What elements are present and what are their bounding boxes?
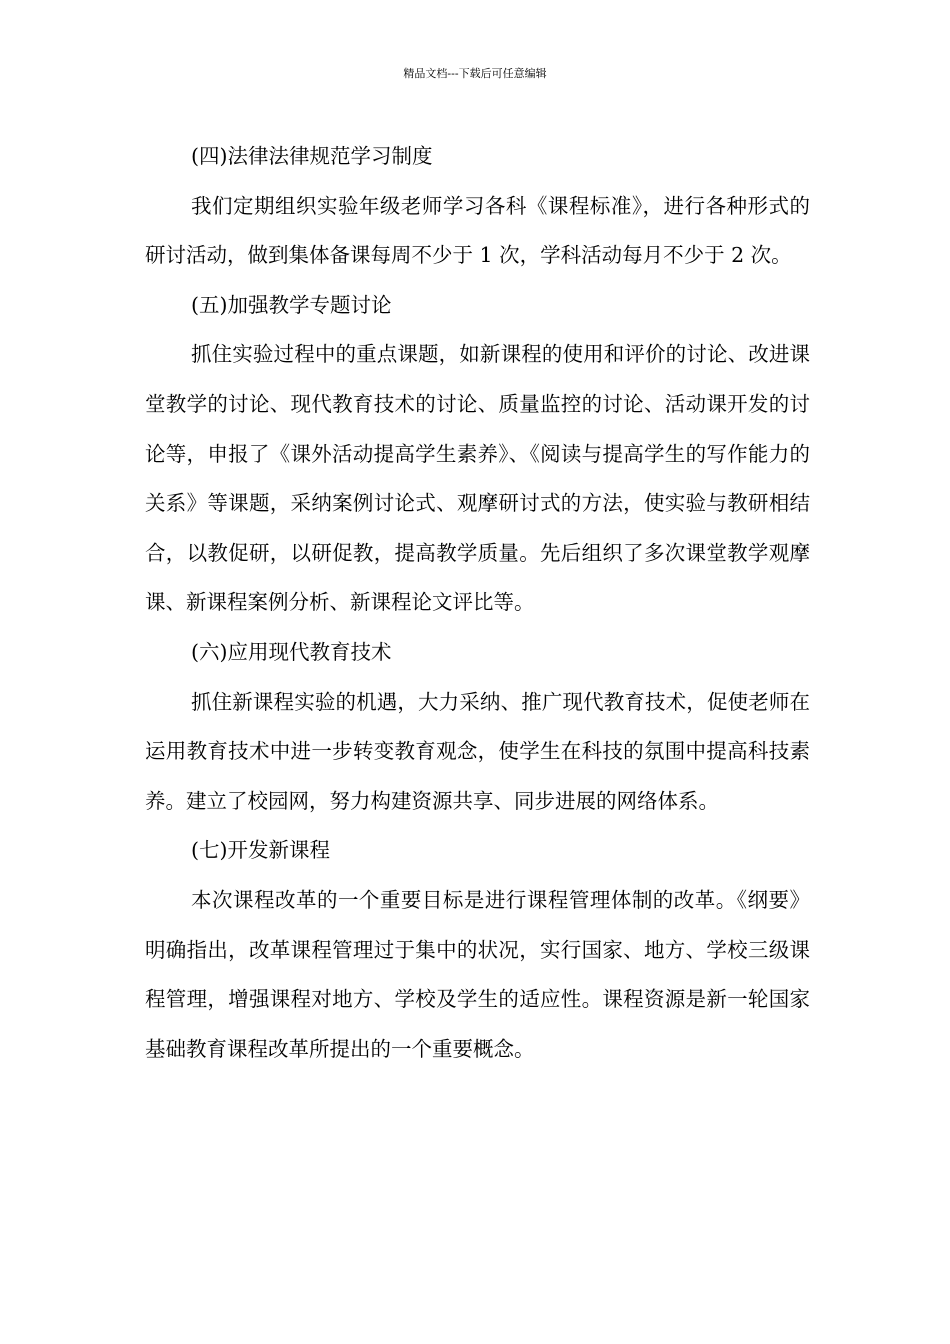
section-paragraph-6: 抓住新课程实验的机遇，大力采纳、推广现代教育技术，促使老师在运用教育技术中进一步转变教育观念，使学生在科技的氛围中提高科技素养。建立了校园网，努力构建资源共享、同步进展的网络体系。 <box>145 689 810 813</box>
document-body <box>145 132 810 1074</box>
section-paragraph-4: 我们定期组织实验年级老师学习各科《课程标准》，进行各种形式的研讨活动，做到集体备课每周不少于 1 次，学科活动每月不少于 2 次。 <box>145 193 810 268</box>
section-paragraph-7: 本次课程改革的一个重要目标是进行课程管理体制的改革。《纲要》明确指出，改革课程管理过于集中的状况，实行国家、地方、学校三级课程管理，增强课程对地方、学校及学生的适应性。课程资源是新一轮国家基础教育课程改革所提出的一个重要概念。 <box>145 887 810 1061</box>
section-heading-6: (六)应用现代教育技术 <box>191 639 392 664</box>
section-heading-5: (五)加强教学专题讨论 <box>191 292 392 317</box>
section-paragraph-5: 抓住实验过程中的重点课题，如新课程的使用和评价的讨论、改进课堂教学的讨论、现代教育技术的讨论、质量监控的讨论、活动课开发的讨论等，申报了《课外活动提高学生素养》、《阅读与提高学生的写作能力的关系》等课题，采纳案例讨论式、观摩研讨式的方法，使实验与教研相结合，以教促研，以研促教，提高教学质量。先后组织了多次课堂教学观摩课、新课程案例分析、新课程论文评比等。 <box>145 342 810 615</box>
section-heading-4: (四)法律法律规范学习制度 <box>191 144 433 168</box>
section-heading-7: (七)开发新课程 <box>191 838 330 863</box>
page-header: 精品文档---下载后可任意编辑 <box>403 67 547 80</box>
